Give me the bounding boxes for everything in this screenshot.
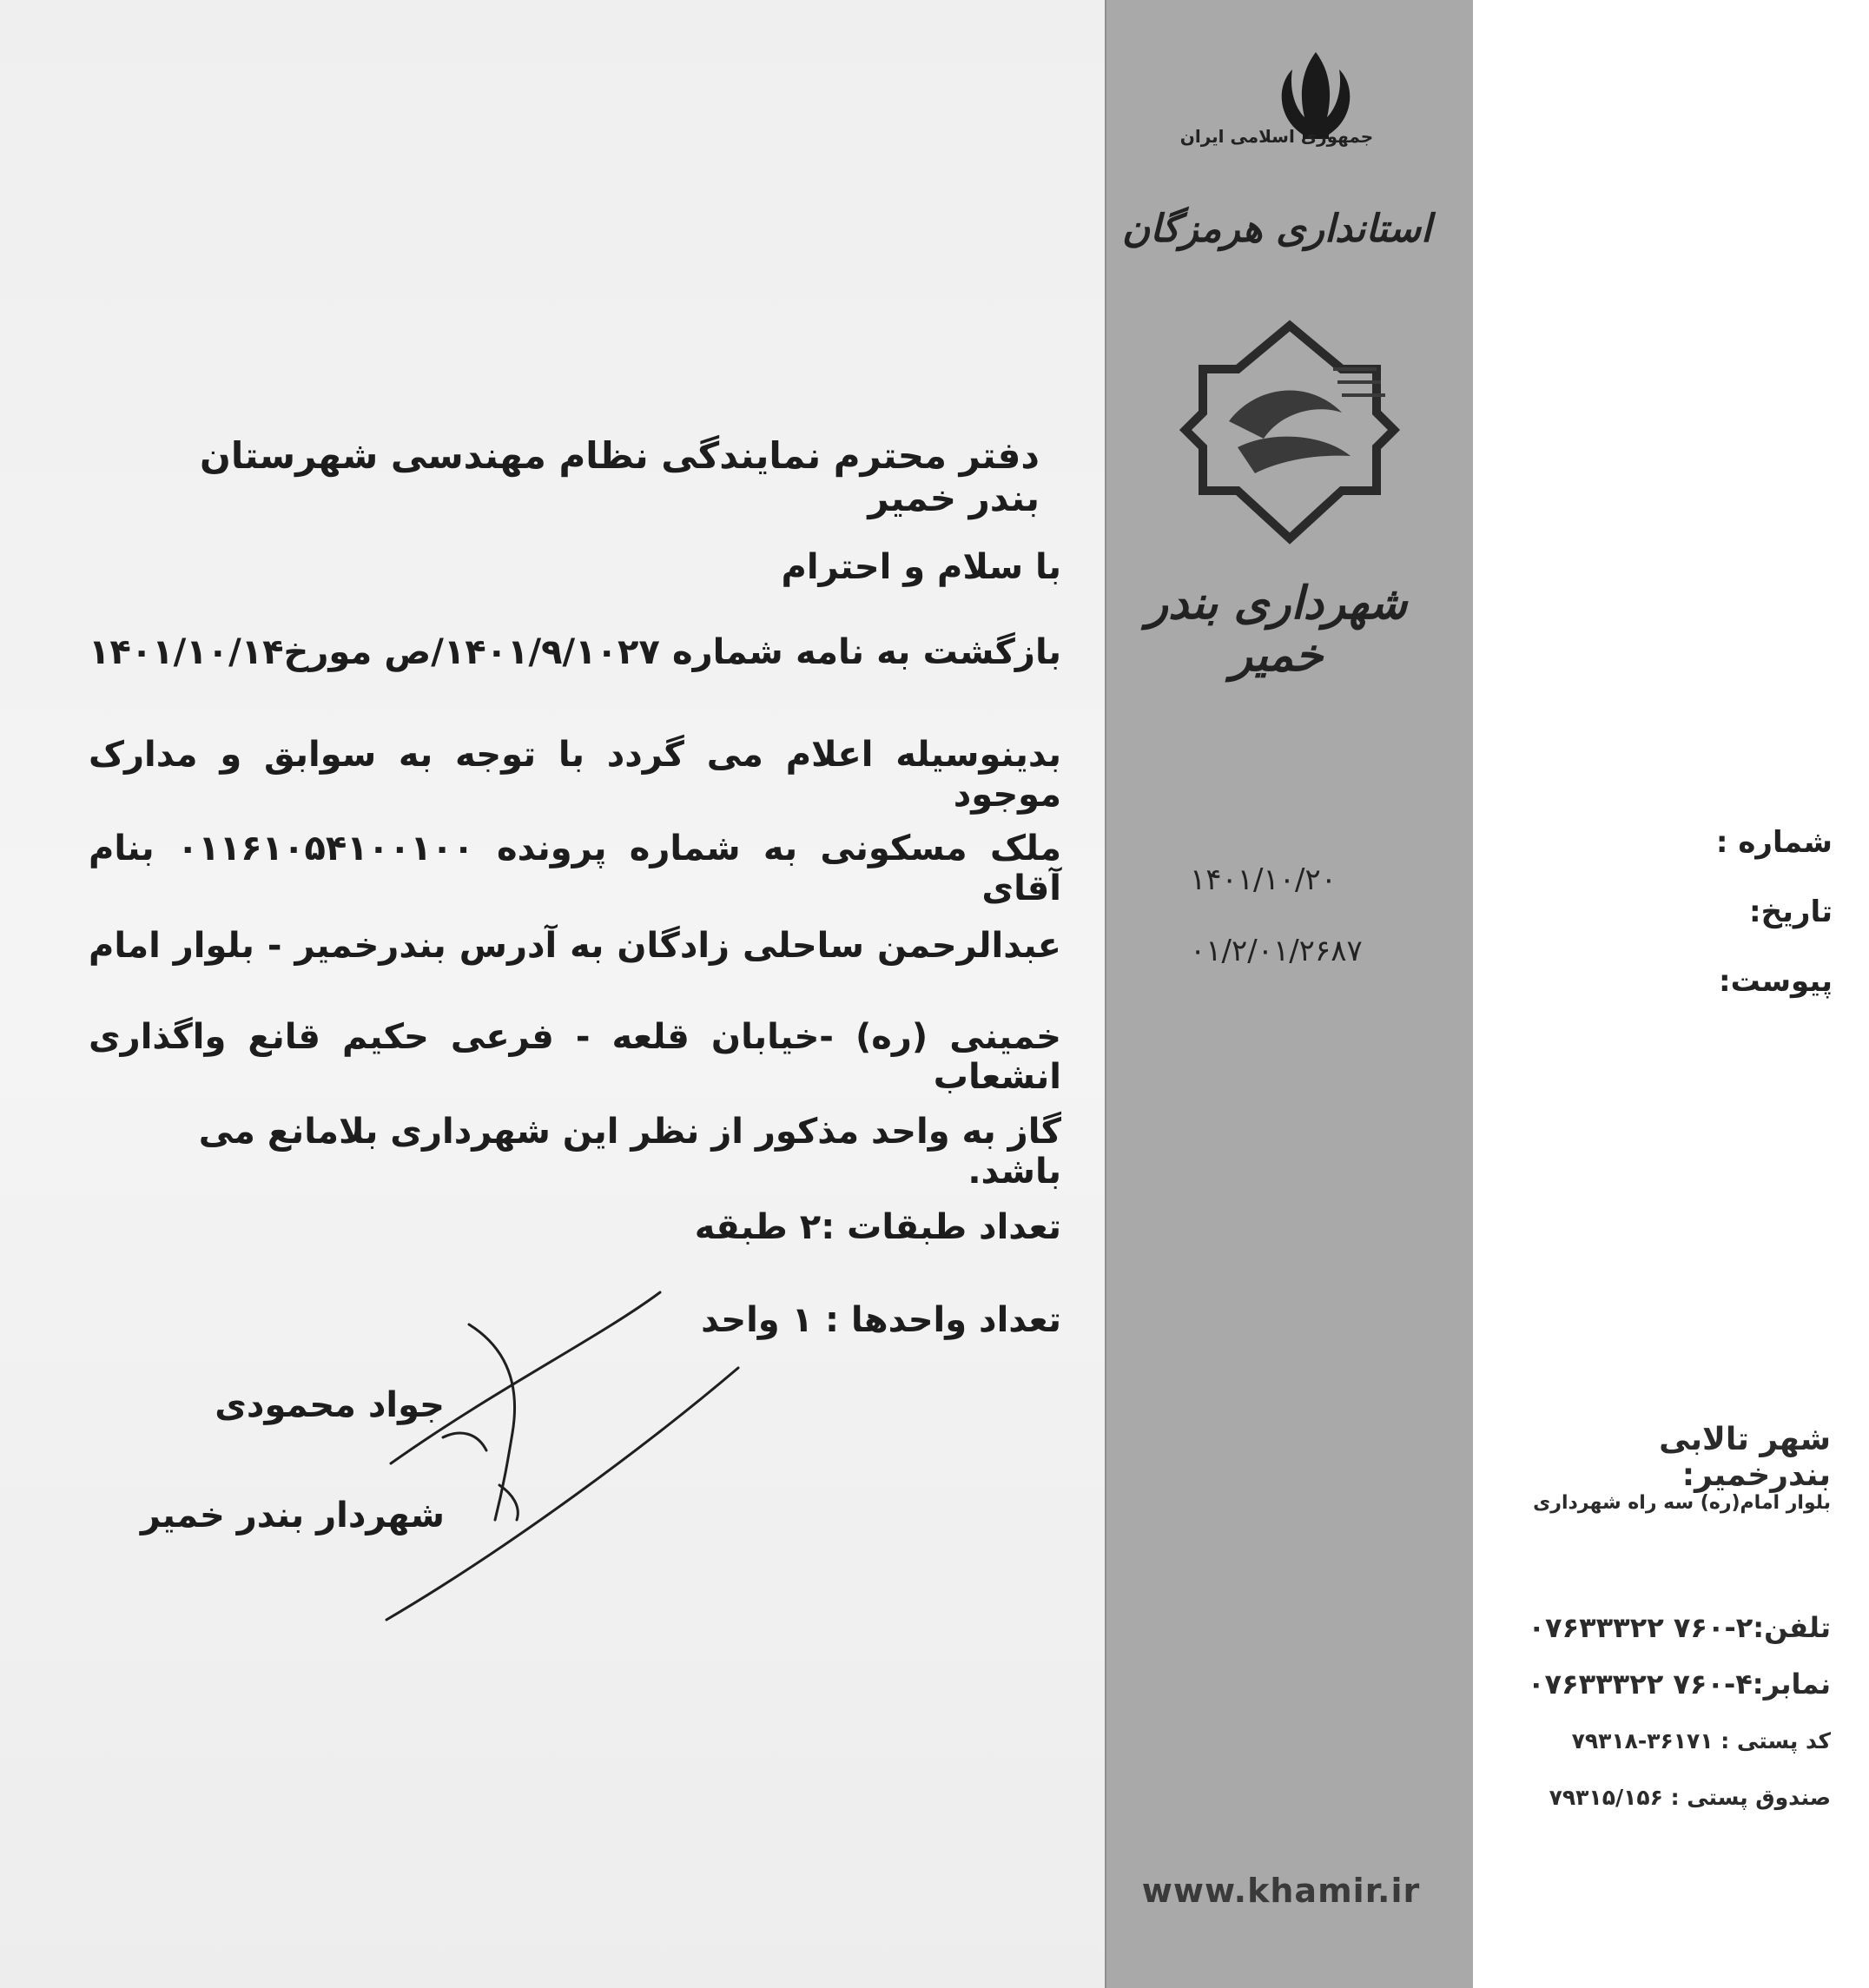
contact-city: شهر تالابی بندرخمیر: [1659, 1422, 1831, 1493]
attachment-label: پیوست: [1719, 964, 1833, 999]
letterhead-sidebar [1105, 0, 1473, 1988]
website-link[interactable]: www.khamir.ir [1141, 1872, 1421, 1910]
municipality-title: شهرداری بندر خمیر [1146, 578, 1408, 682]
greeting: با سلام و احترام [781, 547, 1061, 587]
contact-postal-code: کد پستی : ۳۶۱۷۱-۷۹۳۱۸ [1571, 1728, 1831, 1754]
signer-name: جواد محمودی [215, 1385, 445, 1425]
contact-fax: نمابر:۴-۷۶۰ ۰۷۶۳۳۳۲۲ [1528, 1668, 1831, 1701]
letter-line: ملک مسکونی به شماره پرونده ۰۱۱۶۱۰۵۴۱۰۰۱۰۰ بنام آقای [89, 829, 1061, 908]
number-label: شماره : [1715, 825, 1833, 860]
contact-po-box: صندوق پستی : ۷۹۳۱۵/۱۵۶ [1549, 1785, 1831, 1810]
letter-line: خمینی (ره) -خیابان قلعه - فرعی حکیم قانع واگذاری انشعاب [89, 1017, 1061, 1097]
contact-phone: تلفن:۲-۷۶۰ ۰۷۶۳۳۳۲۲ [1528, 1611, 1831, 1644]
letter-line: بازگشت به نامه شماره ۱۴۰۱/۹/۱۰۲۷/ص مورخ۱۴۰۱/۱۰/۱۴ [89, 632, 1061, 672]
emblem-caption: جمهوری اسلامی ایران [1179, 126, 1374, 147]
number-value: ۱۴۰۱/۱۰/۲۰ [1190, 862, 1337, 897]
floors-count: تعداد طبقات :۲ طبقه [694, 1207, 1061, 1247]
signer-title: شهردار بندر خمیر [140, 1496, 445, 1536]
letter-line: عبدالرحمن ساحلی زادگان به آدرس بندرخمیر - بلوار امام [89, 926, 1061, 966]
date-label: تاریخ: [1749, 895, 1833, 929]
addressee: دفتر محترم نمایندگی نظام مهندسی شهرستان بندر خمیر [200, 434, 1040, 519]
letter-line: گاز به واحد مذکور از نظر این شهرداری بلامانع می باشد. [198, 1112, 1061, 1192]
contact-address: بلوار امام(ره) سه راه شهرداری [1533, 1492, 1831, 1514]
iran-emblem-icon [1251, 43, 1381, 174]
date-value: ۰۱/۲/۰۱/۲۶۸۷ [1190, 934, 1363, 968]
province-title: استانداری هرمزگان [1121, 207, 1432, 251]
letter-line: بدینوسیله اعلام می گردد با توجه به سوابق و مدارک موجود [89, 735, 1061, 815]
units-count: تعداد واحدها : ۱ واحد [701, 1300, 1061, 1340]
handwritten-signature [287, 1285, 773, 1633]
municipality-logo-icon [1177, 317, 1403, 551]
